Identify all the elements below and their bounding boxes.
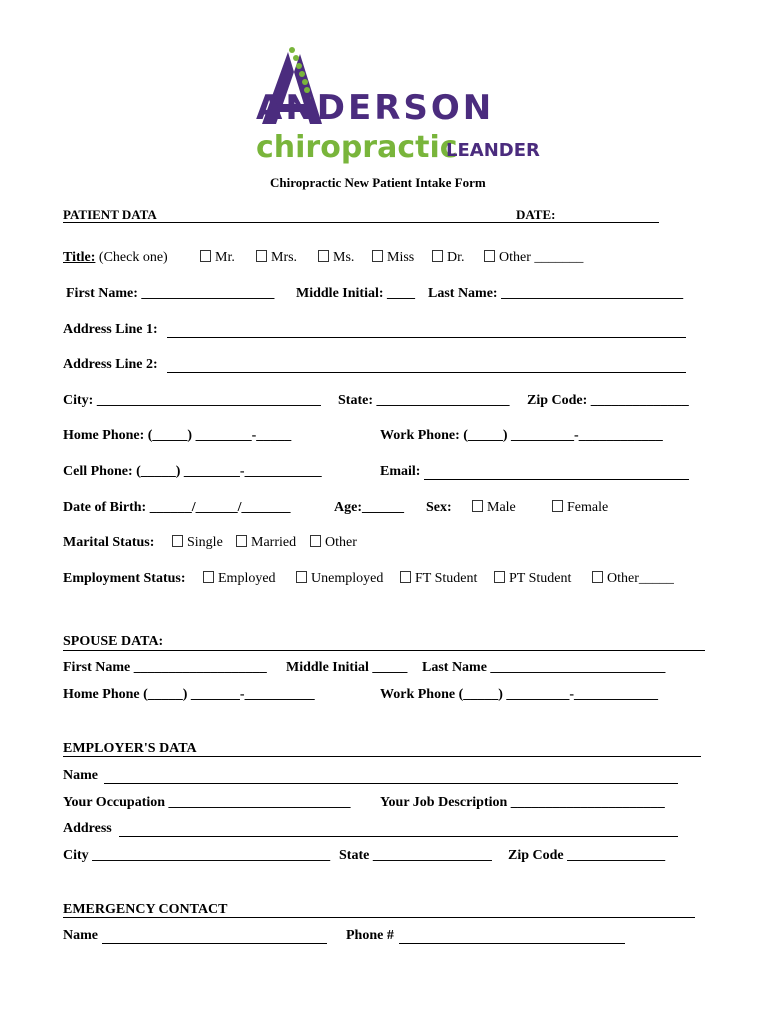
employment-option-employed[interactable]: Employed — [203, 571, 276, 587]
employer-state-field[interactable]: State _________________ — [339, 848, 492, 863]
emergency-phone-field[interactable] — [399, 943, 625, 944]
marital-option-other[interactable]: Other — [310, 535, 357, 551]
title-option-ms[interactable]: Ms. — [318, 250, 354, 266]
checkbox[interactable] — [318, 250, 329, 262]
last-name-field[interactable]: Last Name: __________________________ — [428, 286, 684, 301]
emergency-contact-header: EMERGENCY CONTACT — [63, 902, 228, 917]
checkbox[interactable] — [372, 250, 383, 262]
patient-data-header: PATIENT DATA — [63, 207, 157, 222]
employer-name-label: Name — [63, 768, 98, 783]
sex-option-female[interactable]: Female — [552, 500, 608, 516]
checkbox[interactable] — [310, 535, 321, 547]
title-row — [63, 250, 168, 266]
employment-option-ft-student[interactable]: FT Student — [400, 571, 477, 587]
employer-address-label: Address — [63, 821, 112, 836]
sex-option-male[interactable]: Male — [472, 500, 516, 516]
checkbox[interactable] — [592, 571, 603, 583]
employment-option-other[interactable]: Other_____ — [592, 571, 674, 587]
age-field[interactable]: Age:______ — [334, 500, 404, 515]
cell-phone-field[interactable]: Cell Phone: (_____) ________-___________ — [63, 464, 322, 479]
spouse-first-name-field[interactable]: First Name ___________________ — [63, 660, 267, 675]
emergency-header-rule — [63, 917, 695, 918]
checkbox[interactable] — [256, 250, 267, 262]
employment-option-unemployed[interactable]: Unemployed — [296, 571, 383, 587]
employment-option-pt-student[interactable]: PT Student — [494, 571, 571, 587]
home-phone-field[interactable]: Home Phone: (_____) ________-_____ — [63, 428, 292, 443]
address-line1-field[interactable] — [167, 337, 686, 338]
title-option-mr[interactable]: Mr. — [200, 250, 235, 266]
employer-name-field[interactable] — [104, 783, 678, 784]
emergency-name-label: Name — [63, 928, 98, 943]
email-field[interactable] — [424, 479, 689, 480]
title-option-mrs[interactable]: Mrs. — [256, 250, 297, 266]
spouse-middle-initial-field[interactable]: Middle Initial _____ — [286, 660, 408, 675]
middle-initial-field[interactable]: Middle Initial: ____ — [296, 286, 416, 301]
employer-city-field[interactable]: City __________________________________ — [63, 848, 331, 863]
title-option-dr[interactable]: Dr. — [432, 250, 465, 266]
title-option-miss[interactable]: Miss — [372, 250, 414, 266]
occupation-field[interactable]: Your Occupation __________________________ — [63, 795, 351, 810]
checkbox[interactable] — [203, 571, 214, 583]
spouse-data-header: SPOUSE DATA: — [63, 634, 164, 649]
checkbox[interactable] — [296, 571, 307, 583]
sex-label: Sex: — [426, 500, 452, 515]
form-title: Chiropractic New Patient Intake Form — [270, 175, 486, 190]
email-label: Email: — [380, 464, 421, 479]
work-phone-field[interactable]: Work Phone: (_____) _________-____________ — [380, 428, 663, 443]
employment-status-label: Employment Status: — [63, 571, 186, 586]
title-label: Title: — [63, 250, 96, 265]
checkbox[interactable] — [236, 535, 247, 547]
spouse-work-phone-field[interactable]: Work Phone (_____) _________-____________ — [380, 687, 659, 702]
emergency-name-field[interactable] — [102, 943, 327, 944]
first-name-field[interactable]: First Name: ___________________ — [66, 286, 275, 301]
city-field[interactable]: City: ________________________________ — [63, 393, 321, 408]
zip-code-field[interactable]: Zip Code: ______________ — [527, 393, 689, 408]
address-line1-label: Address Line 1: — [63, 322, 158, 337]
checkbox[interactable] — [494, 571, 505, 583]
logo-leander: LEANDER — [446, 140, 540, 161]
checkbox[interactable] — [484, 250, 495, 262]
checkbox[interactable] — [200, 250, 211, 262]
employer-address-field[interactable] — [119, 836, 678, 837]
checkbox[interactable] — [432, 250, 443, 262]
address-line2-field[interactable] — [167, 372, 686, 373]
marital-status-label: Marital Status: — [63, 535, 155, 550]
date-label: DATE: — [516, 207, 556, 222]
marital-option-single[interactable]: Single — [172, 535, 223, 551]
date-of-birth-field[interactable]: Date of Birth: ______/______/_______ — [63, 500, 291, 515]
employer-header-rule — [63, 756, 701, 757]
spouse-last-name-field[interactable]: Last Name _________________________ — [422, 660, 666, 675]
state-field[interactable]: State: ___________________ — [338, 393, 510, 408]
checkbox[interactable] — [472, 500, 483, 512]
checkbox[interactable] — [400, 571, 411, 583]
title-hint: (Check one) — [98, 250, 168, 265]
spouse-home-phone-field[interactable]: Home Phone (_____) _______-__________ — [63, 687, 315, 702]
title-option-other[interactable]: Other _______ — [484, 250, 583, 266]
logo-chiropractic: chiropractic — [256, 130, 458, 165]
checkbox[interactable] — [172, 535, 183, 547]
job-description-field[interactable]: Your Job Description ______________________ — [380, 795, 665, 810]
employer-zip-field[interactable]: Zip Code ______________ — [508, 848, 666, 863]
emergency-phone-label: Phone # — [346, 928, 394, 943]
patient-header-rule — [63, 222, 659, 223]
checkbox[interactable] — [552, 500, 563, 512]
spouse-header-rule — [63, 650, 705, 651]
address-line2-label: Address Line 2: — [63, 357, 158, 372]
logo-anderson: ANDERSON — [256, 88, 495, 128]
marital-option-married[interactable]: Married — [236, 535, 296, 551]
employer-data-header: EMPLOYER'S DATA — [63, 741, 197, 756]
